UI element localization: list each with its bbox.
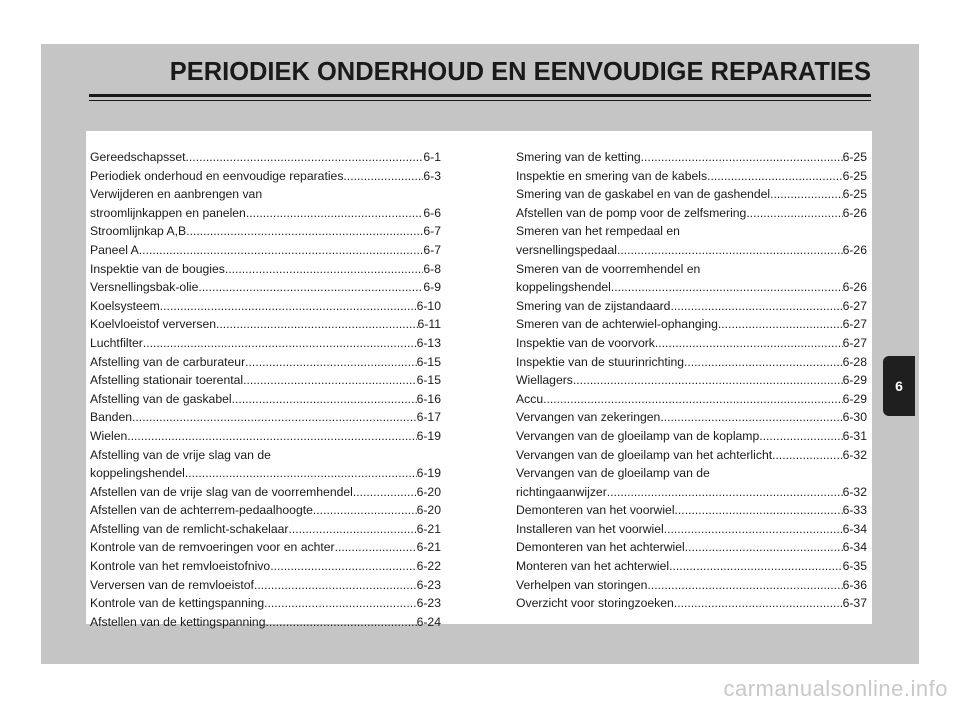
toc-dot-leader [132, 408, 417, 427]
toc-page-number: 6-29 [842, 391, 867, 406]
toc-entry[interactable] [90, 446, 441, 483]
toc-dot-leader [685, 538, 843, 557]
toc-entry-title: Demonteren van het voorwiel [516, 503, 675, 518]
toc-entry[interactable] [516, 204, 867, 223]
toc-dot-leader [216, 315, 418, 334]
toc-page-number: 6-8 [423, 261, 441, 276]
toc-entry[interactable] [90, 353, 441, 372]
toc-entry-line [90, 167, 441, 186]
toc-entry-line [90, 520, 441, 539]
toc-entry-title: Inspektie en smering van de kabels [516, 168, 708, 183]
toc-page-number: 6-37 [842, 596, 867, 611]
toc-entry[interactable] [90, 278, 441, 297]
toc-entry-line [90, 594, 441, 613]
toc-entry[interactable] [516, 464, 867, 501]
toc-entry[interactable] [90, 185, 441, 222]
toc-column-right [516, 148, 867, 613]
toc-entry-line [516, 594, 867, 613]
toc-page-number: 6-20 [416, 503, 441, 518]
toc-dot-leader [684, 353, 843, 372]
toc-entry-line [516, 241, 867, 260]
toc-entry[interactable] [90, 576, 441, 595]
toc-entry-title: Accu [516, 391, 544, 406]
toc-entry-title: Monteren van het achterwiel [516, 559, 670, 574]
toc-entry[interactable] [90, 501, 441, 520]
toc-entry-line [516, 501, 867, 520]
toc-entry[interactable] [516, 334, 867, 353]
toc-entry-line [90, 315, 441, 334]
toc-page-number: 6-36 [842, 577, 867, 592]
toc-entry-title: richtingaanwijzer [516, 484, 607, 499]
toc-entry-line [516, 390, 867, 409]
toc-entry-title: Inspektie van de bougies [90, 261, 225, 276]
toc-page-number: 6-32 [842, 447, 867, 462]
toc-panel [86, 131, 872, 629]
toc-dot-leader [264, 594, 416, 613]
toc-entry-line [516, 557, 867, 576]
toc-entry-title: Afstelling van de gaskabel [90, 391, 232, 406]
page-title: PERIODIEK ONDERHOUD EN EENVOUDIGE REPARATIES [169, 56, 872, 86]
toc-page-number: 6-10 [416, 298, 441, 313]
toc-dot-leader [186, 222, 423, 241]
toc-entry-line [90, 241, 441, 260]
toc-entry-line [516, 576, 867, 595]
toc-entry-line [516, 334, 867, 353]
toc-entry-title: Kontrole van het remvloeistofnivo [90, 559, 271, 574]
toc-entry-line [516, 408, 867, 427]
toc-dot-leader [245, 353, 416, 372]
toc-entry-title: Inspektie van de voorvork [516, 335, 655, 350]
toc-page-number: 6-32 [842, 484, 867, 499]
toc-entry-title: koppelingshendel [516, 280, 611, 295]
toc-entry[interactable] [90, 260, 441, 279]
toc-entry-line [90, 260, 441, 279]
toc-page-number: 6-21 [416, 521, 441, 536]
toc-dot-leader [139, 241, 424, 260]
toc-entry-line [516, 278, 867, 297]
toc-entry-line [516, 185, 867, 204]
toc-dot-leader [313, 501, 417, 520]
toc-entry[interactable] [516, 167, 867, 186]
toc-page-number: 6-35 [842, 559, 867, 574]
toc-dot-leader [707, 167, 843, 186]
toc-dot-leader [343, 167, 423, 186]
toc-entry-title: Wiellagers [516, 373, 573, 388]
toc-dot-leader [185, 464, 417, 483]
toc-page-number: 6-19 [416, 428, 441, 443]
toc-page-number: 6-7 [423, 224, 441, 239]
toc-entry-line [516, 148, 867, 167]
toc-entry-title: Verversen van de remvloeistof [90, 577, 254, 592]
manual-page [41, 44, 919, 664]
toc-entry[interactable] [516, 297, 867, 316]
toc-entry[interactable] [90, 613, 441, 632]
toc-page-number: 6-29 [842, 373, 867, 388]
toc-entry-title: Smering van de zijstandaard [516, 298, 671, 313]
toc-page-number: 6-33 [842, 503, 867, 518]
toc-entry-line [516, 353, 867, 372]
toc-dot-leader [232, 390, 417, 409]
toc-entry-line [90, 297, 441, 316]
watermark: carmanualsonline.info [723, 676, 948, 701]
toc-entry-title: Afstelling stationair toerental [90, 373, 244, 388]
toc-page-number: 6-26 [842, 280, 867, 295]
toc-dot-leader [198, 278, 423, 297]
toc-entry[interactable] [90, 222, 441, 241]
toc-page-number: 6-17 [416, 410, 441, 425]
toc-page-number: 6-23 [416, 577, 441, 592]
toc-entry[interactable] [90, 315, 441, 334]
toc-entry-title: koppelingshendel [90, 466, 185, 481]
toc-page-number: 6-27 [842, 317, 867, 332]
toc-entry-title: Verhelpen van storingen [516, 577, 648, 592]
toc-entry-title: Koelvloeistof verversen [90, 317, 216, 332]
toc-page-number: 6-21 [416, 540, 441, 555]
toc-page-number: 6-27 [842, 335, 867, 350]
toc-page-number: 6-24 [416, 614, 441, 629]
toc-dot-leader [674, 594, 843, 613]
toc-page-number: 6-25 [842, 187, 867, 202]
toc-page-number: 6-34 [842, 540, 867, 555]
toc-entry-line [516, 483, 867, 502]
toc-entry[interactable] [516, 594, 867, 613]
toc-entry-line [90, 538, 441, 557]
toc-entry-line [90, 427, 441, 446]
toc-dot-leader [641, 148, 843, 167]
toc-entry-line [516, 204, 867, 223]
toc-dot-leader [772, 446, 842, 465]
toc-page-number: 6-31 [842, 428, 867, 443]
toc-dot-leader [669, 557, 842, 576]
toc-dot-leader [246, 204, 424, 223]
toc-entry[interactable] [90, 371, 441, 390]
toc-entry-title: Inspektie van de stuurinrichting [516, 354, 685, 369]
toc-entry-line [516, 297, 867, 316]
toc-entry-title: versnellingspedaal [516, 242, 617, 257]
toc-entry-line [90, 278, 441, 297]
toc-dot-leader [573, 371, 843, 390]
toc-entry[interactable] [516, 222, 867, 259]
toc-dot-leader [718, 315, 843, 334]
toc-entry[interactable] [90, 594, 441, 613]
toc-entry-title: Afstelling van de vrije slag van de [90, 447, 271, 462]
toc-entry-line [90, 613, 441, 632]
toc-entry-title: Overzicht voor storingzoeken [516, 596, 674, 611]
toc-dot-leader [335, 538, 417, 557]
toc-page-number: 6-9 [423, 280, 441, 295]
toc-entry[interactable] [90, 148, 441, 167]
toc-entry-title: Wielen [90, 428, 128, 443]
toc-dot-leader [186, 148, 424, 167]
toc-dot-leader [617, 241, 843, 260]
toc-entry-title: Smeren van de achterwiel-ophanging [516, 317, 718, 332]
toc-entry-line [516, 520, 867, 539]
toc-entry-line [90, 204, 441, 223]
toc-entry-title: Paneel A [90, 242, 139, 257]
toc-entry[interactable] [516, 371, 867, 390]
title-rule-thin [89, 100, 871, 101]
toc-dot-leader [143, 334, 417, 353]
toc-entry-title: Smering van de ketting [516, 150, 641, 164]
toc-entry[interactable] [516, 520, 867, 539]
toc-entry-title: Stroomlijnkap A,B [90, 224, 187, 239]
toc-entry-line [90, 371, 441, 390]
toc-entry[interactable] [90, 390, 441, 409]
chapter-tab[interactable]: 6 [883, 356, 915, 416]
toc-page-number: 6-25 [842, 150, 867, 164]
toc-entry[interactable] [516, 185, 867, 204]
toc-entry-title: Verwijderen en aanbrengen van [90, 187, 263, 202]
toc-entry[interactable] [90, 538, 441, 557]
toc-entry-title: Installeren van het voorwiel [516, 521, 664, 536]
toc-dot-leader [664, 520, 843, 539]
toc-entry-line [516, 446, 867, 465]
toc-entry[interactable] [90, 334, 441, 353]
toc-page-number: 6-13 [416, 335, 441, 350]
toc-entry-title: Afstellen van de kettingspanning [90, 614, 266, 629]
toc-page-number: 6-25 [842, 168, 867, 183]
toc-page-number: 6-26 [842, 205, 867, 220]
toc-entry-line [90, 501, 441, 520]
toc-entry-title: Vervangen van de gloeilamp van de koplamp [516, 428, 760, 443]
toc-entry-title: Vervangen van de gloeilamp van het achterlicht [516, 447, 773, 462]
toc-entry[interactable] [90, 408, 441, 427]
toc-entry[interactable] [516, 501, 867, 520]
toc-entry-title: Afstellen van de vrije slag van de voorremhendel [90, 484, 353, 499]
toc-page-number: 6-34 [842, 521, 867, 536]
toc-entry-title: Koelsysteem [90, 298, 160, 313]
toc-dot-leader [254, 576, 417, 595]
toc-entry-line [90, 464, 441, 483]
toc-entry[interactable] [90, 483, 441, 502]
toc-entry-line-continued [516, 260, 867, 279]
toc-dot-leader [266, 613, 417, 632]
toc-dot-leader [127, 427, 416, 446]
toc-entry-title: stroomlijnkappen en panelen [90, 205, 246, 220]
toc-page-number: 6-1 [423, 150, 441, 164]
toc-entry[interactable] [90, 297, 441, 316]
toc-entry-line [90, 222, 441, 241]
toc-entry[interactable] [90, 557, 441, 576]
toc-dot-leader [353, 483, 417, 502]
toc-entry[interactable] [516, 148, 867, 167]
toc-entry-title: Afstellen van de achterrem-pedaalhoogte [90, 503, 313, 518]
toc-page-number: 6-6 [423, 205, 441, 220]
toc-entry[interactable] [516, 315, 867, 334]
toc-dot-leader [655, 334, 843, 353]
toc-page-number: 6-16 [416, 391, 441, 406]
toc-entry-line [516, 538, 867, 557]
toc-page-number: 6-23 [416, 596, 441, 611]
toc-column-left [90, 148, 441, 631]
toc-entry[interactable] [516, 390, 867, 409]
toc-entry-line-continued [90, 446, 441, 465]
toc-page-number: 6-11 [417, 317, 441, 332]
toc-entry-title: Afstelling van de carburateur [90, 354, 246, 369]
toc-page-number: 6-15 [416, 373, 441, 388]
toc-dot-leader [647, 576, 842, 595]
toc-entry[interactable] [516, 427, 867, 446]
toc-page-number: 6-15 [416, 354, 441, 369]
toc-entry-line [90, 576, 441, 595]
toc-entry-line [90, 334, 441, 353]
toc-entry-line [516, 371, 867, 390]
toc-entry-title: Banden [90, 410, 133, 425]
toc-entry-line [90, 353, 441, 372]
toc-entry-title: Kontrole van de remvoeringen voor en achter [90, 540, 335, 555]
toc-page-number: 6-26 [842, 242, 867, 257]
toc-entry[interactable] [90, 241, 441, 260]
toc-entry[interactable] [90, 520, 441, 539]
toc-entry-line [516, 427, 867, 446]
toc-page-number: 6-19 [416, 466, 441, 481]
toc-entry-title: Demonteren van het achterwiel [516, 540, 685, 555]
toc-entry[interactable] [90, 167, 441, 186]
toc-page-number: 6-28 [842, 354, 867, 369]
toc-entry[interactable] [90, 427, 441, 446]
toc-dot-leader [607, 483, 843, 502]
toc-entry-title: Smeren van het rempedaal en [516, 224, 680, 239]
toc-dot-leader [543, 390, 842, 409]
toc-dot-leader [243, 371, 416, 390]
toc-entry-line-continued [516, 222, 867, 241]
toc-page-number: 6-22 [416, 559, 441, 574]
toc-entry-title: Versnellingsbak-olie [90, 280, 199, 295]
toc-dot-leader [675, 501, 843, 520]
toc-entry-title: Afstelling van de remlicht-schakelaar [90, 521, 289, 536]
toc-entry[interactable] [516, 576, 867, 595]
toc-page-number: 6-27 [842, 298, 867, 313]
toc-entry-line-continued [516, 464, 867, 483]
toc-entry-title: Smeren van de voorremhendel en [516, 261, 701, 276]
title-rule-thick [89, 94, 871, 97]
toc-entry-line [90, 557, 441, 576]
toc-dot-leader [270, 557, 416, 576]
toc-dot-leader [611, 278, 843, 297]
toc-page-number: 6-20 [416, 484, 441, 499]
toc-entry-line [516, 315, 867, 334]
toc-entry-title: Vervangen van zekeringen [516, 410, 661, 425]
toc-entry-title: Afstellen van de pomp voor de zelfsmering [516, 205, 747, 220]
toc-dot-leader [746, 204, 842, 223]
toc-dot-leader [288, 520, 416, 539]
toc-entry-title: Vervangen van de gloeilamp van de [516, 466, 710, 481]
toc-entry[interactable] [516, 557, 867, 576]
toc-entry[interactable] [516, 446, 867, 465]
toc-entry-line [90, 390, 441, 409]
toc-entry-line [90, 408, 441, 427]
toc-entry-title: Periodiek onderhoud en eenvoudige reparaties [90, 168, 344, 183]
toc-entry-title: Smering van de gaskabel en van de gashendel [516, 187, 771, 202]
toc-dot-leader [770, 185, 843, 204]
toc-entry-line [90, 148, 441, 167]
toc-entry-title: Luchtfilter [90, 335, 143, 350]
toc-entry[interactable] [516, 538, 867, 557]
toc-dot-leader [225, 260, 424, 279]
toc-entry-title: Kontrole van de kettingspanning [90, 596, 265, 611]
toc-dot-leader [660, 408, 842, 427]
toc-dot-leader [160, 297, 417, 316]
toc-dot-leader [670, 297, 842, 316]
toc-entry[interactable] [516, 408, 867, 427]
toc-page-number: 6-30 [842, 410, 867, 425]
toc-entry-line-continued [90, 185, 441, 204]
toc-page-number: 6-3 [423, 168, 441, 183]
toc-entry[interactable] [516, 353, 867, 372]
toc-page-number: 6-7 [423, 242, 441, 257]
toc-entry-title: Gereedschapsset [90, 150, 186, 164]
toc-entry[interactable] [516, 260, 867, 297]
toc-entry-line [90, 483, 441, 502]
toc-entry-line [516, 167, 867, 186]
toc-dot-leader [759, 427, 842, 446]
